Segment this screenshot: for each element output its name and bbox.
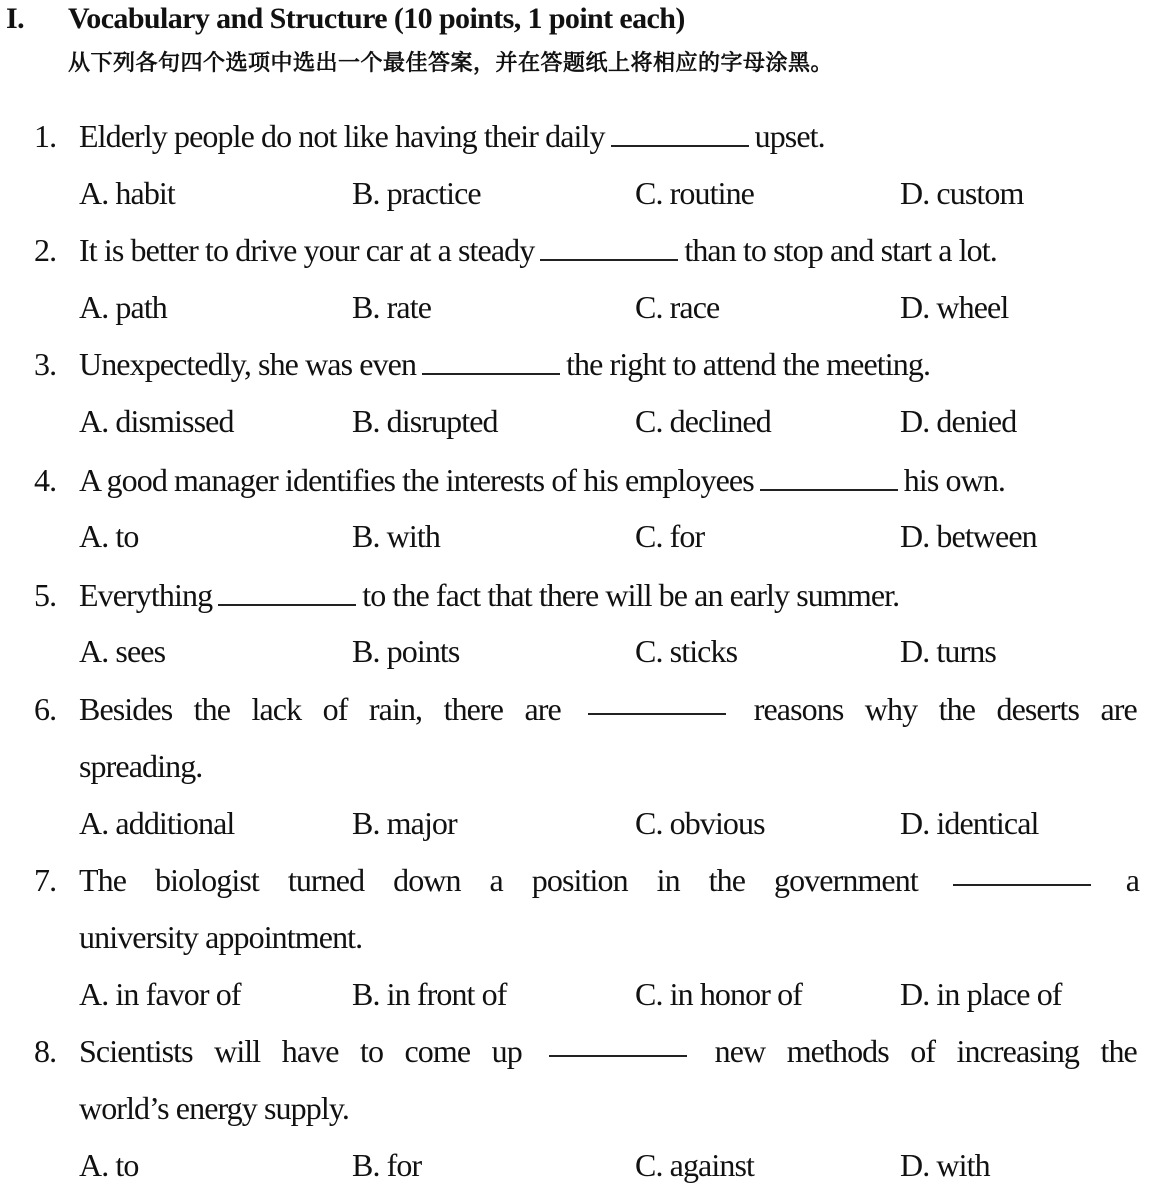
question-text: Unexpectedly, she was even the right to attend the meeting.: [79, 346, 931, 382]
option-b: B. major: [352, 805, 457, 841]
option-b: B. practice: [352, 175, 481, 211]
question-text: Elderly people do not like having their daily upset.: [79, 118, 825, 154]
question-text: A good manager identifies the interests of his employees his own.: [79, 462, 1006, 498]
question-number: 6.: [34, 691, 57, 727]
section-number: I.: [6, 2, 25, 35]
option-a: A. path: [79, 289, 167, 325]
answer-blank: [422, 351, 560, 375]
option-a: A. sees: [79, 633, 166, 669]
option-d: D. denied: [900, 403, 1017, 439]
question-text: Everything to the fact that there will be an early summer.: [79, 577, 900, 613]
option-a: A. to: [79, 1147, 139, 1183]
option-d: D. turns: [900, 633, 996, 669]
option-d: D. with: [900, 1147, 990, 1183]
option-c: C. obvious: [635, 805, 765, 841]
option-d: D. wheel: [900, 289, 1009, 325]
option-a: A. to: [79, 518, 139, 554]
question-text: Scientists will have to come up new methods of increasing the: [79, 1033, 1137, 1069]
option-d: D. identical: [900, 805, 1039, 841]
option-c: C. sticks: [635, 633, 738, 669]
option-d: D. in place of: [900, 976, 1062, 1012]
question-text: The biologist turned down a position in the government a: [79, 862, 1139, 898]
option-c: C. for: [635, 518, 705, 554]
question-number: 8.: [34, 1033, 57, 1069]
exam-page: I. Vocabulary and Structure (10 points, 1 point each) 从下列各句四个选项中选出一个最佳答案，并在答题纸上将相应的字母涂黑。 1. Elderly people do not like having their daily upset. A. habit B. practice C. routine D. custom 2. It is better to drive your car at a steady than to stop and start a lot. A. path B. rate C. race D. wheel 3. Unexpectedly, she was even the right to attend the meeting. A. dismissed B. disrupted C. declined D. denied 4. A good manager identifies the interests of his employees his own. A. to B. with C. for D. between 5. Everything to the fact that there will be an early summer. A. sees B. points C. sticks D. turns 6. Besides the lack of rain, there are reasons why the deserts are spreading. A. additional B. major C. obvious D. identical 7. The biologist turned down a position in the government a university appointment. A. in favor of B. in front of C. in honor of D. in place of 8. Scientists will have to come up new methods of increasing the world’s energy supply. A. to B. for C. against D. with: [6, 2, 1139, 1183]
answer-blank: [218, 582, 356, 606]
option-c: C. routine: [635, 175, 754, 211]
answer-blank: [953, 862, 1091, 886]
question-number: 1.: [34, 118, 57, 154]
answer-blank: [540, 237, 678, 261]
question-text: It is better to drive your car at a steady than to stop and start a lot.: [79, 232, 997, 268]
option-a: A. in favor of: [79, 976, 241, 1012]
option-c: C. declined: [635, 403, 771, 439]
option-a: A. dismissed: [79, 403, 234, 439]
option-b: B. rate: [352, 289, 431, 325]
section-instructions: 从下列各句四个选项中选出一个最佳答案，并在答题纸上将相应的字母涂黑。: [68, 51, 834, 76]
answer-blank: [588, 691, 726, 715]
option-b: B. with: [352, 518, 440, 554]
option-d: D. between: [900, 518, 1037, 554]
answer-blank: [549, 1033, 687, 1057]
question-number: 4.: [34, 462, 57, 498]
question-number: 5.: [34, 577, 57, 613]
answer-blank: [611, 123, 749, 147]
option-c: C. race: [635, 289, 720, 325]
option-b: B. disrupted: [352, 403, 498, 439]
option-b: B. in front of: [352, 976, 507, 1012]
option-a: A. additional: [79, 805, 235, 841]
option-a: A. habit: [79, 175, 175, 211]
option-b: B. points: [352, 633, 460, 669]
question-number: 7.: [34, 862, 57, 898]
option-c: C. in honor of: [635, 976, 802, 1012]
question-number: 2.: [34, 232, 57, 268]
section-title: Vocabulary and Structure (10 points, 1 point each): [68, 2, 685, 35]
option-d: D. custom: [900, 175, 1024, 211]
option-c: C. against: [635, 1147, 754, 1183]
question-number: 3.: [34, 346, 57, 382]
question-text: Besides the lack of rain, there are reasons why the deserts are: [79, 691, 1137, 727]
answer-blank: [760, 467, 898, 491]
option-b: B. for: [352, 1147, 422, 1183]
